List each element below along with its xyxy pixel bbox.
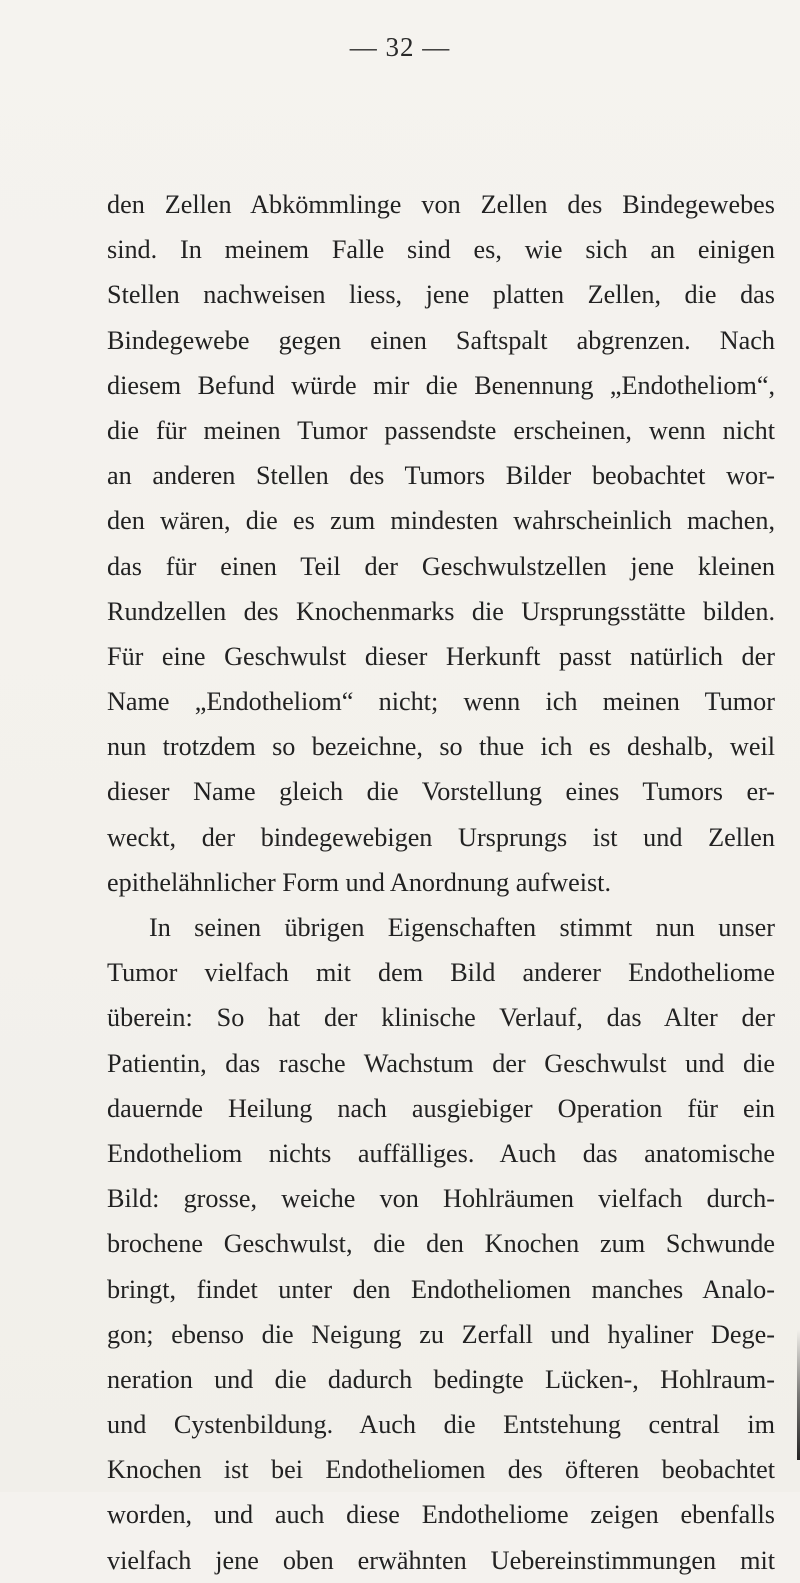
text-line: vielfach jene oben erwähnten Uebereinstimmungen mit xyxy=(107,1545,775,1575)
text-line: Rundzellen des Knochenmarks die Ursprungsstätte bilden. xyxy=(107,596,775,626)
text-line: das für einen Teil der Geschwulstzellen jene kleinen xyxy=(107,551,775,581)
text-line: dieser Name gleich die Vorstellung eines Tumors er- xyxy=(107,777,775,807)
text-line: den wären, die es zum mindesten wahrscheinlich machen, xyxy=(107,506,775,536)
text-line: Knochen ist bei Endotheliomen des öfteren beobachtet xyxy=(107,1455,775,1485)
text-line: nun trotzdem so bezeichne, so thue ich es deshalb, weil xyxy=(107,732,775,762)
text-line: die für meinen Tumor passendste erscheinen, wenn nicht xyxy=(107,415,775,445)
text-line: worden, und auch diese Endotheliome zeigen ebenfalls xyxy=(107,1500,775,1530)
text-line: überein: So hat der klinische Verlauf, das Alter der xyxy=(107,1003,775,1033)
text-line: neration und die dadurch bedingte Lücken-, Hohlraum- xyxy=(107,1364,775,1394)
text-line: weckt, der bindegewebigen Ursprungs ist und Zellen xyxy=(107,822,775,852)
text-line: diesem Befund würde mir die Benennung „Endotheliom“, xyxy=(107,370,775,400)
text-line: Name „Endotheliom“ nicht; wenn ich meinen Tumor xyxy=(107,687,775,717)
text-line: bringt, findet unter den Endotheliomen manches Analo- xyxy=(107,1274,775,1304)
page-number: — 32 — xyxy=(349,32,451,62)
text-line: Tumor vielfach mit dem Bild anderer Endotheliome xyxy=(107,958,775,988)
text-line: In seinen übrigen Eigenschaften stimmt nun unser xyxy=(149,913,775,942)
text-line: Patientin, das rasche Wachstum der Geschwulst und die xyxy=(107,1048,775,1078)
text-line: gon; ebenso die Neigung zu Zerfall und hyaliner Dege- xyxy=(107,1319,775,1349)
text-line: Endotheliom nichts auffälliges. Auch das anatomische xyxy=(107,1138,775,1168)
text-line: sind. In meinem Falle sind es, wie sich an einigen xyxy=(107,235,775,265)
text-line: Für eine Geschwulst dieser Herkunft passt natürlich der xyxy=(107,641,775,671)
body-text xyxy=(107,182,775,1583)
text-line: Stellen nachweisen liess, jene platten Zellen, die das xyxy=(107,280,775,310)
text-line: epithelähnlicher Form und Anordnung aufweist. xyxy=(107,867,612,897)
text-line: Bindegewebe gegen einen Saftspalt abgrenzen. Nach xyxy=(107,325,775,355)
text-line: brochene Geschwulst, die den Knochen zum Schwunde xyxy=(107,1229,775,1259)
text-line: den Zellen Abkömmlinge von Zellen des Bindegewebes xyxy=(107,190,775,219)
text-line: Bild: grosse, weiche von Hohlräumen vielfach durch- xyxy=(107,1184,775,1214)
text-line: an anderen Stellen des Tumors Bilder beobachtet wor- xyxy=(107,461,775,491)
text-line: und Cystenbildung. Auch die Entstehung central im xyxy=(107,1410,775,1440)
text-line: dauernde Heilung nach ausgiebiger Operation für ein xyxy=(107,1093,775,1123)
